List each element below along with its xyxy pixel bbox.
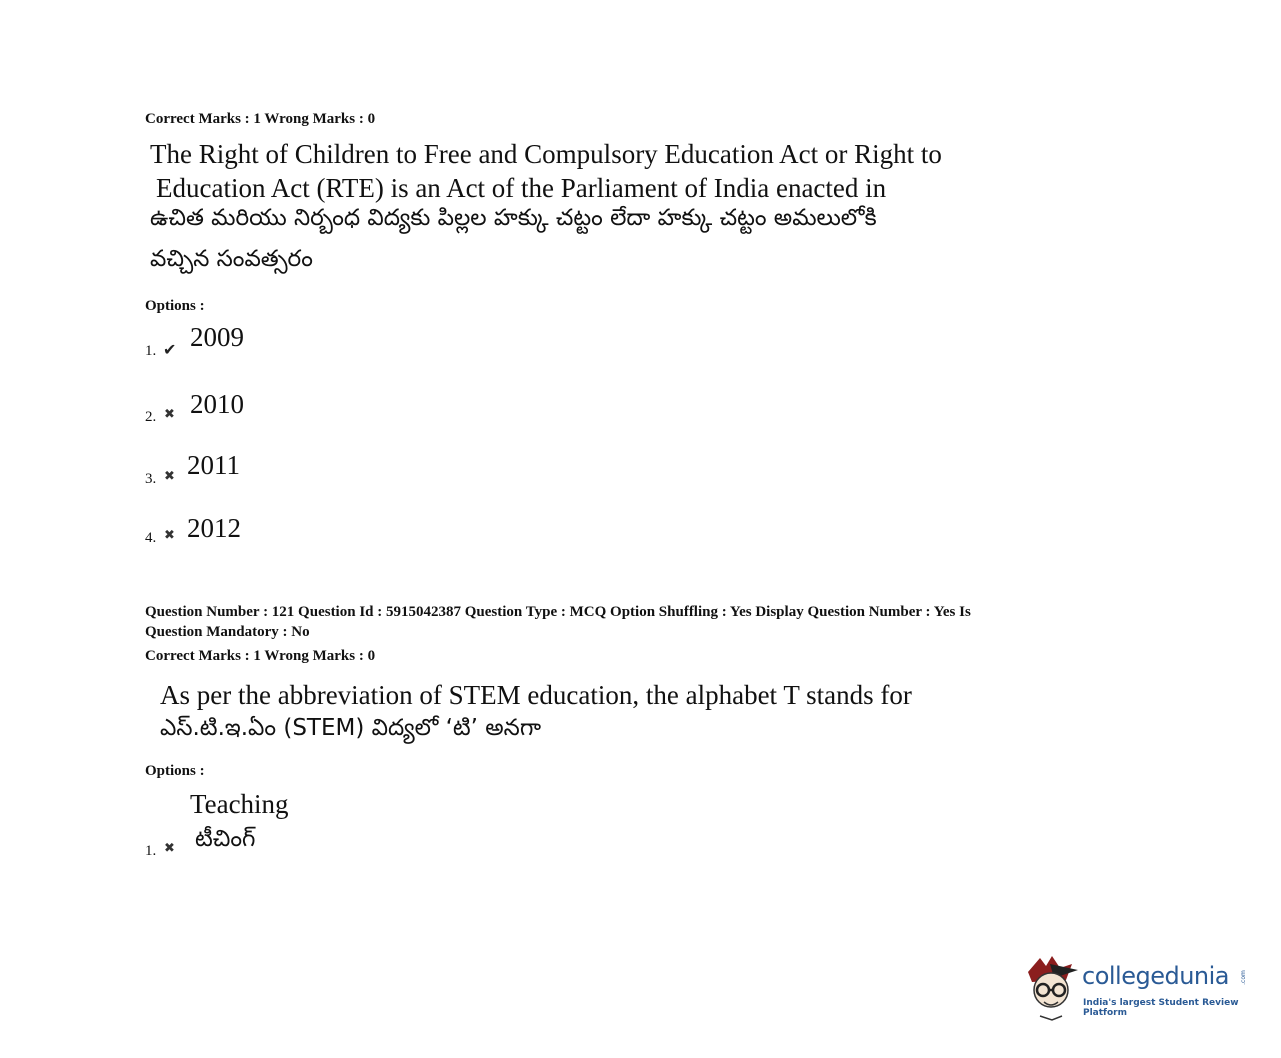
options-label: Options :: [145, 763, 205, 779]
question-meta: Question Number : 121 Question Id : 5915042387 Question Type : MCQ Option Shuffling : Yes Display Question Number : Yes Is: [145, 604, 971, 620]
option-value: Teaching: [190, 789, 289, 819]
question-text-en: The Right of Children to Free and Compulsory Education Act or Right to: [150, 139, 942, 169]
cross-icon: ✖: [164, 840, 175, 855]
options-label: Options :: [145, 298, 205, 314]
option-number: 4.: [145, 530, 157, 546]
question-meta: Question Mandatory : No: [145, 624, 310, 640]
option-number: 1.: [145, 343, 157, 359]
marks-info: Correct Marks : 1 Wrong Marks : 0: [145, 111, 376, 127]
option-number: 2.: [145, 409, 157, 425]
logo-suffix: .com: [1239, 970, 1247, 985]
option-value: 2009: [190, 322, 244, 352]
question-text-en: Education Act (RTE) is an Act of the Parliament of India enacted in: [156, 173, 887, 203]
cross-icon: ✖: [164, 406, 175, 421]
cross-icon: ✖: [164, 468, 175, 483]
question-text-te: ఉచిత మరియు నిర్బంధ విద్యకు పిల్లల హక్కు చట్టం లేదా హక్కు చట్టం అమలులోకి: [150, 205, 877, 231]
option-number: 3.: [145, 471, 157, 487]
option-value: 2010: [190, 389, 244, 419]
option-number: 1.: [145, 843, 157, 859]
cross-icon: ✖: [164, 527, 175, 542]
option-value: 2011: [187, 450, 240, 480]
collegedunia-logo: [1022, 952, 1252, 1022]
logo-text: collegedunia: [1082, 962, 1230, 990]
mascot-icon: [1022, 952, 1082, 1022]
option-value-te: టీచింగ్: [195, 826, 256, 852]
question-text-te: ఎస్.టి.ఇ.ఏం (STEM) విద్యలో ‘టి’ అనగా: [160, 715, 542, 741]
question-text-te: వచ్చిన సంవత్సరం: [150, 246, 313, 272]
option-value: 2012: [187, 513, 241, 543]
check-icon: ✔: [163, 342, 177, 359]
marks-info: Correct Marks : 1 Wrong Marks : 0: [145, 648, 376, 664]
logo-tagline: India's largest Student Review Platform: [1083, 998, 1239, 1018]
question-text-en: As per the abbreviation of STEM education, the alphabet T stands for: [160, 680, 912, 710]
